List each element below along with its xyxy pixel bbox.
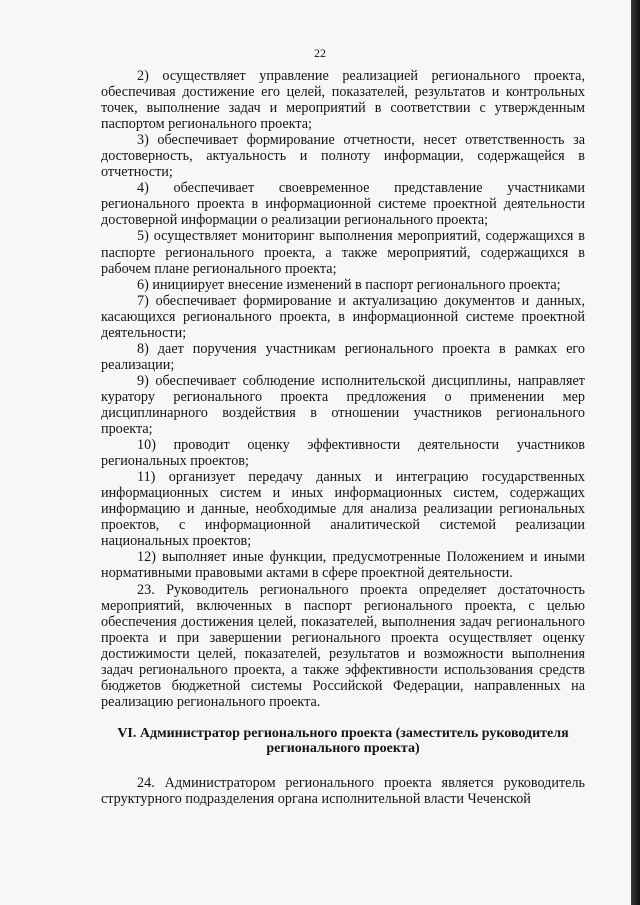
section-heading bbox=[101, 726, 585, 757]
paragraph-item-8: 8) дает поручения участникам регионального проекта в рамках его реализации; bbox=[101, 340, 585, 373]
paragraph-item-11: 11) организует передачу данных и интеграцию государственных информационных систем и иных информационных систем, содержащих информацию и данные, необходимые для анализа реализации региональных проектов, с информационной аналитической системой реализации национальных проектов; bbox=[101, 469, 585, 550]
paragraph-item-12: 12) выполняет иные функции, предусмотренные Положением и иными нормативными правовыми актами в сфере проектной деятельности. bbox=[101, 549, 585, 582]
section-heading-line-1: VI. Администратор регионального проекта (заместитель руководителя bbox=[117, 725, 569, 741]
paragraph-item-2: 2) осуществляет управление реализацией регионального проекта, обеспечивая достижение его целей, показателей, результатов и контрольных точек, выполнение задач и мероприятий в соответствии с утвержденным паспортом регионального проекта; bbox=[101, 68, 585, 133]
paragraph-item-7: 7) обеспечивает формирование и актуализацию документов и данных, касающихся регионального проекта, в информационной системе проектной деятельности; bbox=[101, 292, 585, 341]
paragraph-item-4: 4) обеспечивает своевременное представление участниками регионального проекта в информационной системе проектной деятельности достоверной информации о реализации регионального проекта; bbox=[101, 180, 585, 229]
paragraph-item-3: 3) обеспечивает формирование отчетности, несет ответственность за достоверность, актуальность и полноту информации, содержащейся в отчетности; bbox=[101, 132, 585, 181]
section-heading-line-2: регионального проекта) bbox=[266, 741, 420, 757]
paragraph-item-10: 10) проводит оценку эффективности деятельности участников региональных проектов; bbox=[101, 437, 585, 470]
paragraph-item-6: 6) инициирует внесение изменений в паспорт регионального проекта; bbox=[137, 276, 561, 293]
scan-page-edge bbox=[631, 0, 640, 905]
paragraph-clause-23: 23. Руководитель регионального проекта определяет достаточность мероприятий, включенных в паспорт регионального проекта, с целью обеспечения достижения целей, показателей, выполнения задач регионального проекта и при завершении регионального проекта осуществляет оценку достижимости целей, показателей, результатов и возможности выполнения задач регионального проекта, а также эффективности использования средств бюджетов бюджетной системы Российской Федерации, направленных на реализацию регионального проекта. bbox=[101, 581, 585, 710]
document-body bbox=[101, 68, 585, 807]
paragraph-item-9: 9) обеспечивает соблюдение исполнительской дисциплины, направляет куратору регионального проекта предложения о применении мер дисциплинарного воздействия в отношении участников регионального проекта; bbox=[101, 372, 585, 438]
page-number: 22 bbox=[314, 46, 326, 60]
paragraph-item-5: 5) осуществляет мониторинг выполнения мероприятий, содержащихся в паспорте регионального проекта, а также мероприятий, содержащихся в рабочем плане регионального проекта; bbox=[101, 228, 585, 277]
paragraph-clause-24: 24. Администратором регионального проекта является руководитель структурного подразделения органа исполнительной власти Чеченской bbox=[101, 774, 585, 807]
